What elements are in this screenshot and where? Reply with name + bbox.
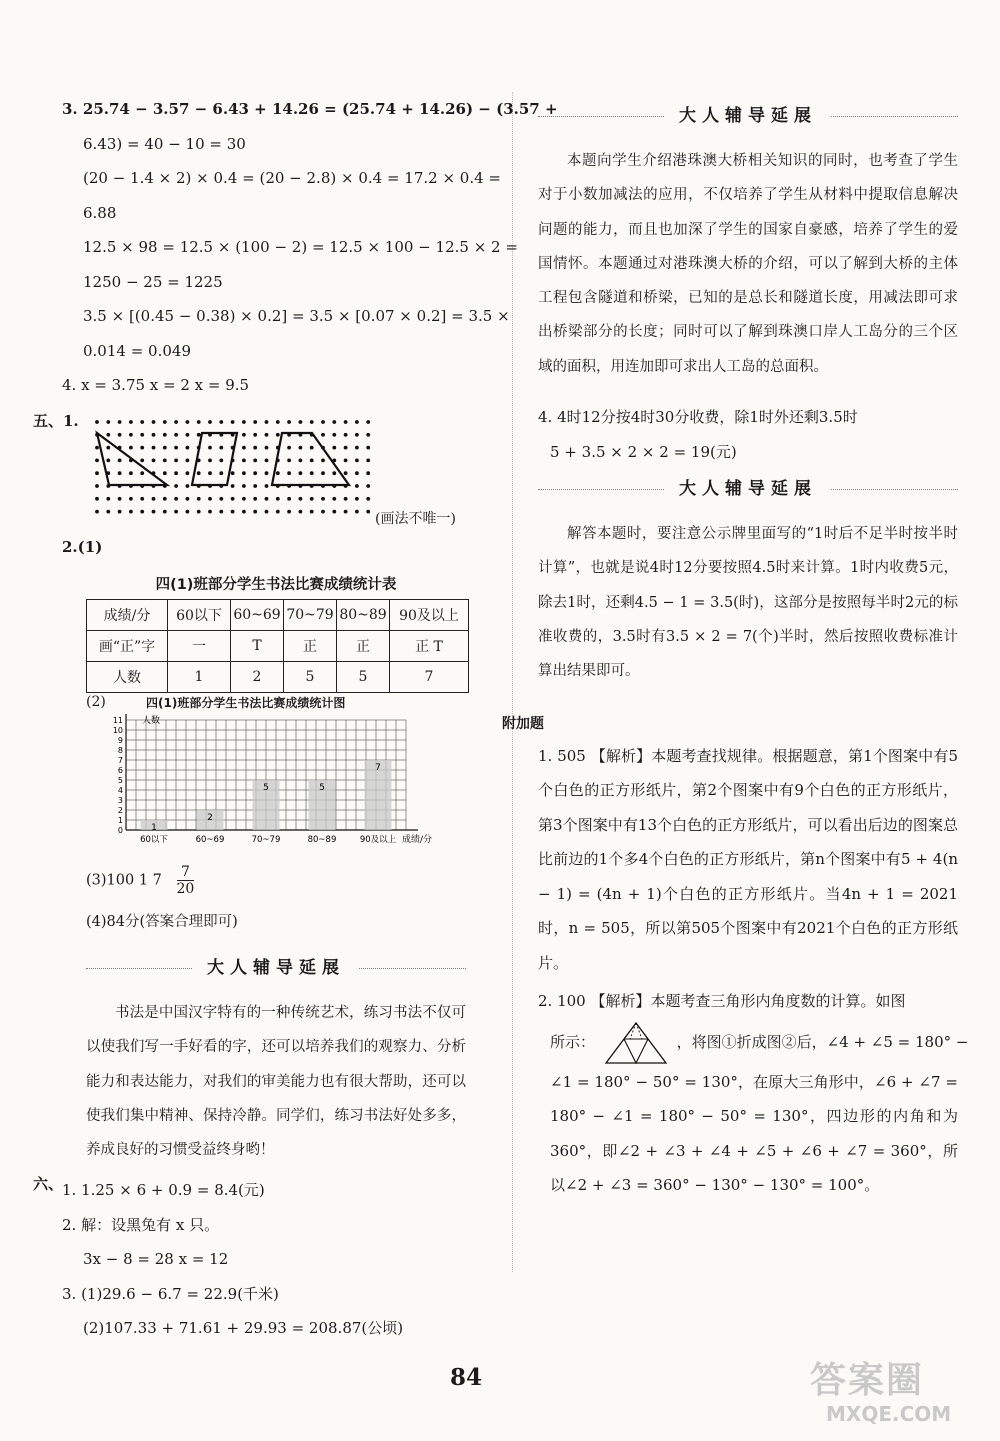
table-cell: 画“正”字 bbox=[87, 631, 168, 662]
q4-answer: (4)84分(答案合理即可) bbox=[86, 914, 238, 930]
grid-dot bbox=[152, 510, 156, 514]
grid-dot bbox=[140, 420, 144, 424]
grid-dot bbox=[253, 471, 257, 475]
grid-dot bbox=[366, 510, 370, 514]
grid-dot bbox=[344, 497, 348, 501]
grid-dot bbox=[95, 497, 99, 501]
grid-dot bbox=[186, 484, 190, 488]
bar-value-label: 2 bbox=[207, 813, 213, 823]
s6-q3a: 3. (1)29.6 − 6.7 = 22.9(千米) bbox=[62, 1284, 279, 1303]
q3-line-2: (20 − 1.4 × 2) × 0.4 = (20 − 2.8) × 0.4 = 17.2 × 0.4 = bbox=[83, 169, 501, 187]
y-tick-label: 11 bbox=[112, 716, 123, 725]
grid-dot bbox=[366, 433, 370, 437]
table-cell: 70~79 bbox=[284, 600, 337, 631]
grid-dot bbox=[174, 484, 178, 488]
grid-dot bbox=[208, 471, 212, 475]
grid-dot bbox=[106, 497, 110, 501]
grid-dot bbox=[129, 497, 133, 501]
grid-dot bbox=[253, 497, 257, 501]
grid-dot bbox=[344, 433, 348, 437]
q3-line bbox=[62, 92, 558, 127]
x-tick-label: 60~69 bbox=[195, 835, 225, 845]
grid-dot bbox=[197, 497, 201, 501]
grid-dot bbox=[242, 459, 246, 463]
grid-dot bbox=[366, 446, 370, 450]
grid-dot bbox=[287, 510, 291, 514]
grid-dot bbox=[253, 510, 257, 514]
r-q4b: 5 + 3.5 × 2 × 2 = 19(元) bbox=[550, 442, 737, 461]
grid-dot bbox=[265, 497, 269, 501]
grid-dot bbox=[310, 510, 314, 514]
grid-dot bbox=[152, 420, 156, 424]
grid-dot bbox=[366, 459, 370, 463]
grid-dot bbox=[344, 471, 348, 475]
grid-dot bbox=[208, 459, 212, 463]
q3-line-1: 6.43) = 40 − 10 = 30 bbox=[83, 134, 246, 153]
grid-dot bbox=[186, 459, 190, 463]
grid-dot bbox=[265, 484, 269, 488]
grid-dot bbox=[163, 459, 167, 463]
grid-dot bbox=[163, 433, 167, 437]
grid-dot bbox=[219, 420, 223, 424]
table-cell: 正 T bbox=[390, 631, 469, 662]
grid-dot bbox=[332, 433, 336, 437]
grid-dot bbox=[118, 510, 122, 514]
grid-dot bbox=[197, 420, 201, 424]
grid-dot bbox=[186, 420, 190, 424]
sec5-label: 五、1. bbox=[33, 412, 79, 430]
grid-dots bbox=[95, 420, 370, 513]
grid-dot bbox=[140, 446, 144, 450]
grid-dot bbox=[186, 497, 190, 501]
y-tick-label: 10 bbox=[112, 726, 123, 735]
grid-dot bbox=[140, 497, 144, 501]
grid-dot bbox=[129, 433, 133, 437]
grid-dot bbox=[344, 446, 348, 450]
watermark-small: MXQE.COM bbox=[826, 1402, 952, 1426]
bridge-paragraph: 本题向学生介绍港珠澳大桥相关知识的同时，也考查了学生对于小数加减法的应用，不仅培养了学生从材料中提取信息解决问题的能力，而且也加深了学生的国家自豪感，培养了学生的爱国情怀。本题通过对港珠澳大桥的介绍，可以了解到大桥的主体工程包含隧道和桥梁，已知的是总长和隧道长度，用减法即可求出桥梁部分的长度；同时可以了解到珠澳口岸人工岛分的三个区域的面积，用连加即可求出人工岛的总面积。 bbox=[538, 153, 958, 375]
grid-dot bbox=[287, 446, 291, 450]
grid-dot bbox=[299, 510, 303, 514]
extra-q2b-post: ，将图①折成图②后，∠4 + ∠5 = 180° − bbox=[676, 1032, 969, 1051]
right-column bbox=[502, 96, 969, 1203]
grid-dot bbox=[276, 471, 280, 475]
table-cell: 正 bbox=[337, 631, 390, 662]
grid-dot bbox=[231, 484, 235, 488]
extra-q2c: ∠1 = 180° − 50° = 130°，在原大三角形中，∠6 + ∠7 = 180° − ∠1 = 180° − 50° = 130°，四边形的内角和为360°，即∠2 + ∠3 + ∠4 + ∠5 + ∠6 + ∠7 = 360°，所以∠2 + ∠3 = 360° − 130° − 130° = 100°。 bbox=[550, 1072, 958, 1195]
q3-line-0: 3. 25.74 − 3.57 − 6.43 + 14.26 = (25.74 + 14.26) − (3.57 + bbox=[62, 100, 558, 118]
grid-dot bbox=[106, 459, 110, 463]
grid-dot bbox=[186, 510, 190, 514]
bar-value-label: 5 bbox=[319, 783, 325, 793]
grid-dot bbox=[355, 433, 359, 437]
y-tick-label: 6 bbox=[117, 766, 123, 775]
grid-dot bbox=[276, 433, 280, 437]
banner-text: 大人辅导延展 bbox=[665, 96, 831, 136]
grid-dot bbox=[118, 497, 122, 501]
grid-dot bbox=[208, 420, 212, 424]
grid-dot bbox=[186, 471, 190, 475]
table-cell: 一 bbox=[168, 631, 231, 662]
grid-dot bbox=[366, 471, 370, 475]
grid-dot bbox=[140, 510, 144, 514]
left-banner-block bbox=[86, 942, 466, 1167]
table-cell: 2 bbox=[231, 662, 284, 693]
s6-q3b: (2)107.33 + 71.61 + 29.93 = 208.87(公顷) bbox=[83, 1319, 404, 1337]
grid-dot bbox=[332, 510, 336, 514]
grid-dot bbox=[152, 433, 156, 437]
grid-dot bbox=[332, 420, 336, 424]
q3-answer: (3)100 1 7 bbox=[86, 872, 162, 889]
left-column bbox=[62, 92, 558, 403]
banner bbox=[538, 96, 958, 136]
table-cell: 7 bbox=[390, 662, 469, 693]
grid-dot bbox=[253, 459, 257, 463]
grid-dot bbox=[332, 446, 336, 450]
table-cell: 成绩/分 bbox=[87, 600, 168, 631]
y-tick-label: 8 bbox=[117, 746, 123, 755]
table-row bbox=[87, 600, 469, 631]
folded-triangle-figure bbox=[604, 1021, 668, 1065]
grid-dot bbox=[152, 459, 156, 463]
grid-dot bbox=[118, 433, 122, 437]
grid-dot bbox=[287, 471, 291, 475]
grid-dot bbox=[332, 497, 336, 501]
column-separator bbox=[512, 92, 513, 1272]
grid-dot bbox=[219, 471, 223, 475]
grid-dot bbox=[265, 471, 269, 475]
grid-dot bbox=[344, 420, 348, 424]
page-number: 84 bbox=[450, 1364, 483, 1391]
x-tick-label: 70~79 bbox=[251, 835, 281, 845]
extra-q2a: 2. 100 【解析】本题考查三角形内角度数的计算。如图 bbox=[538, 992, 906, 1011]
stat-table bbox=[86, 599, 469, 693]
grid-dot bbox=[299, 459, 303, 463]
grid-dot bbox=[208, 446, 212, 450]
grid-dot bbox=[174, 471, 178, 475]
sec6-label: 六、 bbox=[33, 1175, 64, 1193]
bar-value-label: 5 bbox=[263, 783, 269, 793]
grid-dot bbox=[310, 420, 314, 424]
chart-title: 四(1)班部分学生书法比赛成绩统计图 bbox=[146, 696, 346, 710]
bar-chart bbox=[106, 712, 446, 848]
bar-value-label: 1 bbox=[151, 823, 157, 833]
grid-dot bbox=[321, 497, 325, 501]
grid-dot bbox=[163, 446, 167, 450]
grid-dot bbox=[118, 420, 122, 424]
grid-dot bbox=[163, 471, 167, 475]
q3-line-5: 1250 − 25 = 1225 bbox=[83, 272, 223, 291]
grid-dot bbox=[355, 497, 359, 501]
grid-dot bbox=[299, 471, 303, 475]
grid-dot bbox=[366, 420, 370, 424]
grid-dot bbox=[219, 459, 223, 463]
grid-dot bbox=[265, 446, 269, 450]
grid-dot bbox=[276, 420, 280, 424]
q3-line-3: 6.88 bbox=[83, 203, 117, 222]
grid-dot bbox=[106, 433, 110, 437]
grid-dot bbox=[355, 420, 359, 424]
grid-dot bbox=[332, 471, 336, 475]
q2-label-text: 2.(1) bbox=[62, 538, 103, 556]
grid-dot bbox=[219, 446, 223, 450]
chart-xlabel: 成绩/分 bbox=[402, 835, 433, 845]
grid-dot bbox=[231, 497, 235, 501]
q3-answer-line bbox=[86, 864, 194, 897]
grid-dot bbox=[265, 459, 269, 463]
grid-dot bbox=[208, 497, 212, 501]
grid-dot bbox=[140, 459, 144, 463]
grid-dot bbox=[321, 459, 325, 463]
grid-dot bbox=[287, 459, 291, 463]
grid-dot bbox=[95, 420, 99, 424]
table-cell: 正 bbox=[284, 631, 337, 662]
sec6-block bbox=[62, 1173, 492, 1346]
grid-dot bbox=[140, 433, 144, 437]
q3-line-6: 3.5 × [(0.45 − 0.38) × 0.2] = 3.5 × [0.07 × 0.2] = 3.5 × bbox=[83, 307, 510, 325]
grid-dot bbox=[355, 484, 359, 488]
grid-dot bbox=[299, 420, 303, 424]
q2-label bbox=[62, 538, 102, 556]
watermark-big: 答案圈 bbox=[810, 1360, 925, 1401]
extra-q2b bbox=[538, 1019, 969, 1065]
y-tick-label: 7 bbox=[117, 756, 123, 765]
grid-dot bbox=[242, 433, 246, 437]
extra-q2b-pre: 所示： bbox=[550, 1032, 596, 1051]
y-tick-label: 0 bbox=[117, 826, 123, 835]
grid-dot bbox=[140, 471, 144, 475]
table-cell: 5 bbox=[337, 662, 390, 693]
s6-q1: 1. 1.25 × 6 + 0.9 = 8.4(元) bbox=[62, 1181, 265, 1199]
parking-paragraph: 解答本题时，要注意公示牌里面写的“1时后不足半时按半时计算”，也就是说4时12分要按照4.5时来计算。1时内收费5元，除去1时，还剩4.5 − 1 = 3.5(时)，这部分是按照每半时2元的标准收费的，3.5时有3.5 × 2 = 7(个)半时，然后按照收费标准计算出结果即可。 bbox=[538, 526, 958, 680]
bar-value-label: 7 bbox=[375, 763, 381, 773]
grid-dot bbox=[242, 510, 246, 514]
y-tick-label: 4 bbox=[117, 786, 123, 795]
grid-dot bbox=[287, 420, 291, 424]
grid-dot bbox=[310, 459, 314, 463]
grid-dot bbox=[118, 471, 122, 475]
grid-dot bbox=[186, 433, 190, 437]
grid-dot bbox=[174, 420, 178, 424]
x-tick-label: 90及以上 bbox=[359, 835, 397, 845]
fraction-numerator: 7 bbox=[177, 864, 195, 881]
grid-dot bbox=[242, 446, 246, 450]
table-title: 四(1)班部分学生书法比赛成绩统计表 bbox=[155, 577, 397, 593]
grid-dot bbox=[355, 510, 359, 514]
grid-dot bbox=[129, 420, 133, 424]
x-tick-label: 60以下 bbox=[140, 835, 168, 845]
s6-q2a: 2. 解：设黑兔有 x 只。 bbox=[62, 1215, 220, 1234]
grid-dot bbox=[366, 497, 370, 501]
grid-dot bbox=[231, 420, 235, 424]
calligraphy-paragraph: 书法是中国汉字特有的一种传统艺术，练习书法不仅可以使我们写一手好看的字，还可以培养我们的观察力、分析能力和表达能力，对我们的审美能力也有很大帮助，还可以使我们集中精神、保持冷静。同学们，练习书法好处多多，养成良好的习惯受益终身哟！ bbox=[86, 1005, 466, 1159]
grid-dot bbox=[95, 446, 99, 450]
grid-dot bbox=[321, 420, 325, 424]
table-cell: 60以下 bbox=[168, 600, 231, 631]
grid-dot bbox=[321, 433, 325, 437]
grid-dot bbox=[321, 471, 325, 475]
table-cell: 5 bbox=[284, 662, 337, 693]
grid-dot bbox=[310, 497, 314, 501]
grid-dot bbox=[163, 510, 167, 514]
table-cell: T bbox=[231, 631, 284, 662]
grid-dot bbox=[95, 484, 99, 488]
table-row bbox=[87, 631, 469, 662]
q3-line-4: 12.5 × 98 = 12.5 × (100 − 2) = 12.5 × 100 − 12.5 × 2 = bbox=[83, 238, 518, 256]
banner-text: 大人辅导延展 bbox=[665, 469, 831, 509]
grid-dot bbox=[287, 497, 291, 501]
x-tick-label: 80~89 bbox=[307, 835, 337, 845]
banner bbox=[538, 469, 958, 509]
q3-line-7: 0.014 = 0.049 bbox=[83, 341, 191, 360]
grid-dot bbox=[253, 484, 257, 488]
grid-dot bbox=[106, 446, 110, 450]
grid-dot bbox=[163, 497, 167, 501]
grid-dot bbox=[321, 510, 325, 514]
table-row bbox=[87, 662, 469, 693]
grid-dot bbox=[355, 471, 359, 475]
grid-dot bbox=[242, 497, 246, 501]
grid-dot bbox=[231, 510, 235, 514]
table-cell: 60~69 bbox=[231, 600, 284, 631]
grid-dot bbox=[242, 471, 246, 475]
table-cell: 人数 bbox=[87, 662, 168, 693]
grid-dot bbox=[197, 433, 201, 437]
grid-dot bbox=[174, 433, 178, 437]
grid-dot bbox=[265, 420, 269, 424]
grid-dot bbox=[253, 420, 257, 424]
grid-dot bbox=[174, 497, 178, 501]
grid-dot bbox=[265, 433, 269, 437]
grid-dot bbox=[129, 446, 133, 450]
q4-line: 4. x = 3.75 x = 2 x = 9.5 bbox=[62, 376, 250, 394]
grid-dot bbox=[344, 510, 348, 514]
grid-dot bbox=[344, 459, 348, 463]
grid-dot bbox=[197, 510, 201, 514]
r-q4a: 4. 4时12分按4时30分收费，除1时外还剩3.5时 bbox=[538, 408, 858, 427]
banner bbox=[86, 948, 466, 988]
fraction-denominator: 20 bbox=[176, 881, 195, 897]
grid-dot bbox=[253, 446, 257, 450]
y-tick-label: 9 bbox=[117, 736, 123, 745]
grid-dot bbox=[174, 459, 178, 463]
grid-dot bbox=[299, 497, 303, 501]
grid-dot bbox=[242, 420, 246, 424]
grid-dot bbox=[355, 459, 359, 463]
grid-dot bbox=[106, 420, 110, 424]
stat-table-block bbox=[62, 573, 469, 693]
watermark-logo bbox=[810, 1360, 951, 1426]
grid-dot bbox=[366, 484, 370, 488]
grid-dot bbox=[95, 471, 99, 475]
grid-dot bbox=[118, 459, 122, 463]
grid-dot bbox=[310, 471, 314, 475]
grid-dot bbox=[95, 459, 99, 463]
extra-title: 附加题 bbox=[502, 715, 544, 732]
grid-dot bbox=[152, 446, 156, 450]
grid-dot bbox=[231, 471, 235, 475]
dot-grid-figure bbox=[87, 418, 377, 518]
chart-ylabel: 人数 bbox=[142, 716, 161, 726]
table-cell: 90及以上 bbox=[390, 600, 469, 631]
grid-dot bbox=[174, 446, 178, 450]
grid-dot bbox=[186, 446, 190, 450]
s6-q2b: 3x − 8 = 28 x = 12 bbox=[83, 1250, 229, 1268]
grid-dot bbox=[310, 446, 314, 450]
y-tick-label: 1 bbox=[117, 816, 123, 825]
grid-dot bbox=[174, 510, 178, 514]
grid-dot bbox=[242, 484, 246, 488]
grid-dot bbox=[219, 497, 223, 501]
table-cell: 80~89 bbox=[337, 600, 390, 631]
grid-dot bbox=[299, 446, 303, 450]
grid-dot bbox=[265, 510, 269, 514]
y-tick-label: 3 bbox=[117, 796, 123, 805]
grid-dot bbox=[95, 510, 99, 514]
grid-dot bbox=[276, 497, 280, 501]
grid-dot bbox=[276, 510, 280, 514]
grid-dot bbox=[129, 510, 133, 514]
grid-dot bbox=[129, 471, 133, 475]
grid-dot bbox=[253, 433, 257, 437]
q2-2-label: (2) bbox=[86, 694, 106, 710]
grid-dot bbox=[163, 420, 167, 424]
grid-dot bbox=[152, 497, 156, 501]
draw-hint: (画法不唯一) bbox=[375, 511, 456, 527]
table-cell: 1 bbox=[168, 662, 231, 693]
y-tick-label: 5 bbox=[117, 776, 123, 785]
grid-dot bbox=[219, 510, 223, 514]
banner-text: 大人辅导延展 bbox=[193, 948, 359, 988]
grid-dot bbox=[355, 446, 359, 450]
fraction bbox=[177, 864, 195, 897]
y-tick-label: 2 bbox=[117, 806, 123, 815]
grid-dot bbox=[208, 510, 212, 514]
extra-q1: 1. 505 【解析】本题考查找规律。根据题意，第1个图案中有5个白色的正方形纸片，第2个图案中有9个白色的正方形纸片，第3个图案中有13个白色的正方形纸片，可以看出后边的图案总比前边的1个多4个白色的正方形纸片，第n个图案中有5 + 4(n − 1) = (4n + 1)个白色的正方形纸片。当4n + 1 = 2021时，n = 505，所以第505个图案中有2021个白色的正方形纸片。 bbox=[538, 746, 958, 972]
grid-dot bbox=[197, 471, 201, 475]
grid-dot bbox=[106, 510, 110, 514]
